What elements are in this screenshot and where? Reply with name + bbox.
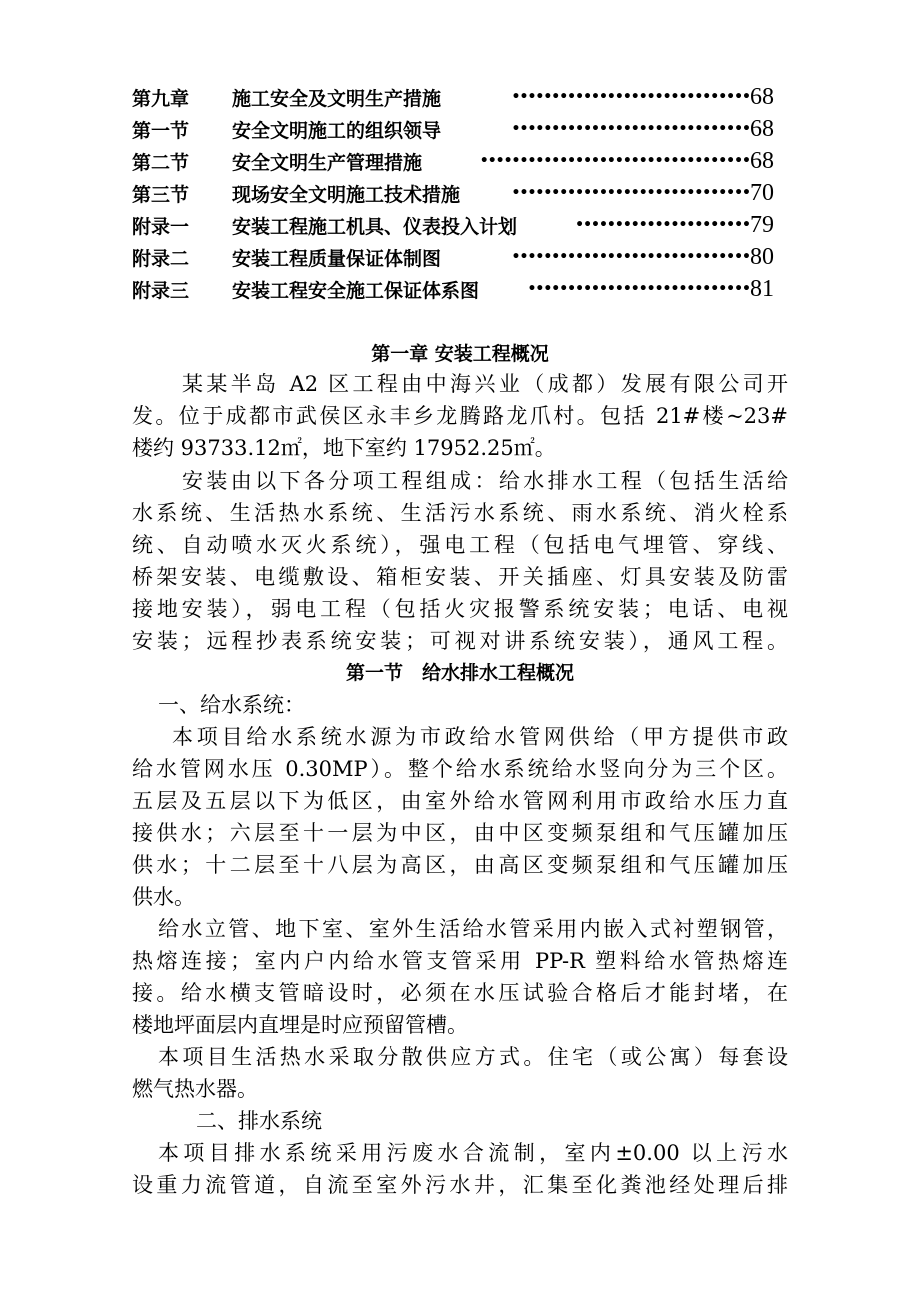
paragraph-line: 桥架安装、电缆敷设、箱柜安装、开关插座、灯具安装及防雷: [132, 565, 788, 589]
toc-leader: ••••••••••••••••••••••••••••••••••: [479, 153, 750, 169]
toc-title: 现场安全文明施工技术措施: [232, 183, 461, 206]
subsection-title: 二、排水系统: [196, 1109, 322, 1133]
toc-leader: ••••••••••••••••••••••••••••••: [511, 185, 750, 201]
subsection-title: 一、给水系统：: [158, 693, 305, 717]
toc-label: 附录三: [132, 279, 190, 302]
toc-label: 第二节: [132, 151, 190, 174]
paragraph-line: 给水管网水压 0.30MP）。整个给水系统给水竖向分为三个区。: [132, 757, 788, 781]
paragraph-line: 楼约 93733.12㎡，地下室约 17952.25㎡。: [132, 436, 556, 460]
toc-leader: ••••••••••••••••••••••••••••••: [511, 121, 750, 137]
toc-leader: ••••••••••••••••••••••••••••: [527, 281, 750, 297]
paragraph-line: 水系统、生活热水系统、生活污水系统、雨水系统、消火栓系: [132, 501, 788, 525]
toc-page: 81: [750, 275, 774, 302]
paragraph-line: 供水。: [132, 885, 195, 909]
toc-title: 安全文明生产管理措施: [232, 151, 423, 174]
paragraph-line: 安装；远程抄表系统安装；可视对讲系统安装），通风工程。: [132, 629, 788, 653]
toc-title: 安装工程质量保证体制图: [232, 247, 442, 270]
toc-label: 第一节: [132, 119, 190, 142]
paragraph-line: 本项目给水系统水源为市政给水管网供给（甲方提供市政: [172, 725, 788, 749]
toc-page: 68: [750, 115, 774, 142]
toc-title: 施工安全及文明生产措施: [232, 87, 442, 110]
toc-entry[interactable]: [132, 114, 774, 144]
paragraph-line: 供水；十二层至十八层为高区，由高区变频泵组和气压罐加压: [132, 853, 788, 877]
paragraph-line: 接。给水横支管暗设时，必须在水压试验合格后才能封堵，在: [132, 981, 788, 1005]
paragraph-line: 安装由以下各分项工程组成：给水排水工程（包括生活给: [182, 469, 788, 493]
toc-leader: ••••••••••••••••••••••••••••••: [511, 89, 750, 105]
toc-leader: ••••••••••••••••••••••: [575, 217, 750, 233]
toc-leader: ••••••••••••••••••••••••••••••: [511, 249, 750, 265]
paragraph-line: 五层及五层以下为低区，由室外给水管网利用市政给水压力直: [132, 789, 788, 813]
section-title: 第一节 给水排水工程概况: [345, 662, 574, 684]
paragraph-line: 本项目生活热水采取分散供应方式。住宅（或公寓）每套设: [158, 1045, 788, 1069]
toc-label: 第九章: [132, 87, 190, 110]
paragraph-line: 热熔连接；室内户内给水管支管采用 PP-R 塑料给水管热熔连: [132, 949, 788, 973]
paragraph-line: 接地安装），弱电工程（包括火灾报警系统安装；电话、电视: [132, 597, 788, 621]
paragraph-line: 燃气热水器。: [132, 1077, 258, 1101]
toc-entry[interactable]: [132, 178, 774, 208]
toc-entry[interactable]: [132, 274, 774, 304]
paragraph-line: 楼地坪面层内直埋是时应预留管槽。: [132, 1013, 468, 1037]
toc-title: 安装工程施工机具、仪表投入计划: [232, 215, 518, 238]
toc-page: 68: [750, 83, 774, 110]
paragraph-line: 某某半岛 A2 区工程由中海兴业（成都）发展有限公司开: [182, 372, 788, 396]
paragraph-line: 设重力流管道，自流至室外污水井，汇集至化粪池经处理后排: [132, 1173, 788, 1197]
toc-label: 附录一: [132, 215, 190, 238]
toc-entry[interactable]: [132, 146, 774, 176]
toc-entry[interactable]: [132, 242, 774, 272]
toc-page: 79: [750, 211, 774, 238]
toc-page: 70: [750, 179, 774, 206]
paragraph-line: 统、自动喷水灭火系统），强电工程（包括电气埋管、穿线、: [132, 533, 788, 557]
toc-page: 68: [750, 147, 774, 174]
toc-title: 安全文明施工的组织领导: [232, 119, 442, 142]
toc-page: 80: [750, 243, 774, 270]
paragraph-line: 本项目排水系统采用污废水合流制，室内±0.00 以上污水: [158, 1141, 788, 1165]
paragraph-line: 接供水；六层至十一层为中区，由中区变频泵组和气压罐加压: [132, 821, 788, 845]
toc-title: 安装工程安全施工保证体系图: [232, 279, 480, 302]
toc-label: 第三节: [132, 183, 190, 206]
paragraph-line: 给水立管、地下室、室外生活给水管采用内嵌入式衬塑钢管，: [158, 917, 788, 941]
toc-entry[interactable]: [132, 82, 774, 112]
chapter-title: 第一章 安装工程概况: [371, 343, 549, 365]
toc-label: 附录二: [132, 247, 190, 270]
paragraph-line: 发。位于成都市武侯区永丰乡龙腾路龙爪村。包括 21#楼~23#: [132, 404, 788, 428]
toc-entry[interactable]: [132, 210, 774, 240]
